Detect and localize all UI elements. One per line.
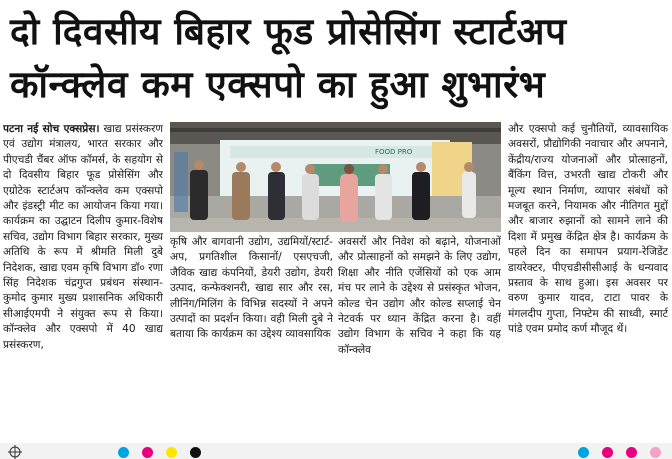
dateline: पटना नई सोच एक्सप्रेस। — [3, 123, 100, 135]
article-column-4: और एक्सपो कई चुनौतियों, व्यावसायिक अवसरों, प्रौद्योगिकी नवाचार और अपनाने, केंद्रीय/राज्य योजनाओं और प्रोत्साहनों, बैंकिंग वित्त, उभरती खाद्य टोकरी और मूल्य स्थान निर्माण, व्यापार संबंधों को मजबूत करने, नियामक और नीतिगत मुद्दों और बाजार रुझानों को सामने लाने की दिशा में प्रमुख केंद्रित क्षेत्र है। कार्यक्रम के पहले दिन का समापन प्रयाग-रेजिडेंट डायरेक्टर, पीएचडीसीसीआई के धन्यवाद प्रस्ताव के साथ हुआ। इस अवसर पर वरुण कुमार यादव, टाटा पावर के मंगलदीप गुप्ता, निफ्टेम की साध्वी, स्मार्ट पांडे एवम प्रमोद कर्ण मौजूद थें। — [508, 123, 668, 336]
banner-text: FOOD PRO — [375, 148, 413, 156]
headline-block — [0, 0, 672, 120]
article-column-2: कृषि और बागवानी उद्योग, उद्यमियों/स्टार्ट-अप, प्रगतिशील किसानों/ एसएचजी, जैविक खाद्य कंपनियों, डेयरी उद्योग, डेयरी उत्पाद, कन्फेक्शनरी, खाद्य सार और रस, लीनिंग/मिलिंग के विभिन्न सदस्यों ने अपने उत्पादों का प्रदर्शन किया। वही मिली दुबे ने बताया कि कार्यक्रम का उद्देश्य व्यावसायिक — [170, 236, 333, 341]
yellow-swatch — [166, 447, 177, 458]
magenta-swatch — [142, 447, 153, 458]
magenta-swatch-right — [602, 447, 613, 458]
magenta-swatch-right-2 — [626, 447, 637, 458]
headline-line-1: दो दिवसीय बिहार फूड प्रोसेसिंग स्टार्टअप — [10, 10, 567, 53]
pink-swatch-right — [650, 447, 661, 458]
event-photo-image — [170, 122, 501, 232]
article-column-1 — [3, 122, 163, 442]
event-photo — [170, 122, 501, 232]
headline-line-2: कॉन्क्लेव कम एक्सपो का हुआ शुभारंभ — [10, 63, 546, 106]
registration-mark-icon — [8, 445, 22, 459]
cyan-swatch-right — [578, 447, 589, 458]
cyan-swatch — [118, 447, 129, 458]
column-1-text: खाद्य प्रसंस्करण एवं उद्योग मंत्रालय, भारत सरकार और पीएचडी चैंबर ऑफ कॉमर्स, के सहयोग से दो दिवसीय बिहार फूड प्रोसेसिंग और एग्रोटेक स्टार्टअप कॉन्क्लेव कम एक्सपो और इंडस्ट्री मीट का आयोजन किया गया। कार्यक्रम का उद्घाटन दिलीप कुमार-विशेष सचिव, उद्योग विभाग बिहार सरकार, मुख्य अतिथि के रूप में श्रीमति मिली दुबे निदेशक, खाद्य एवम कृषि विभाग डॉ० रणा सिंह निदेशक चंद्रगुप्त प्रबंधन संस्थान- कुमोद कुमार मुख्य प्रशासनिक अधिकारी सीआईएमपी ने संयुक्त रूप से किया। कॉन्क्लेव और एक्सपो में 40 खाद्य प्रसंस्करण, — [3, 123, 163, 351]
print-registration-strip — [0, 443, 672, 459]
black-swatch — [190, 447, 201, 458]
article-column-3: अवसरों और निवेश को बढ़ाने, योजनाओं और प्रोत्साहनों को समझने के लिए उद्योग, शिक्षा और नीति एजेंसियों को एक आम मंच पर लाने के उद्देश्य से प्रसंस्कृत भोजन, कोल्ड चेन उद्योग और कोल्ड सप्लाई चेन नेटवर्क पर ध्यान केंद्रित करना है। वहीं उद्योग विभाग के सचिव ने कहा कि यह कॉन्क्लेव — [338, 236, 501, 356]
